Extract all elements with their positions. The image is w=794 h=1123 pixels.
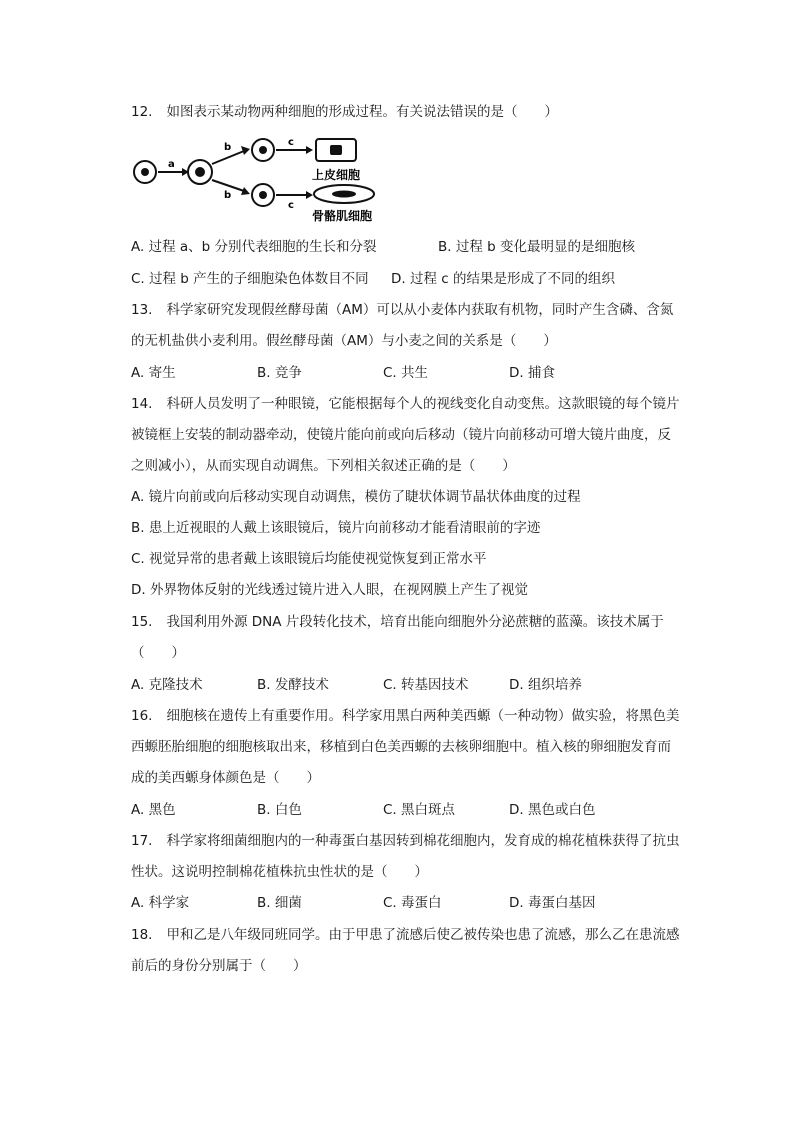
skeletal-muscle-cell-icon bbox=[314, 185, 374, 203]
question-18-number: 18. bbox=[131, 927, 153, 943]
question-13-stem-line2: 的无机盐供小麦利用。假丝酵母菌（AM）与小麦之间的关系是（ ） bbox=[131, 333, 557, 349]
grown-cell-icon bbox=[188, 160, 212, 184]
cell-formation-diagram bbox=[128, 134, 388, 230]
question-12-stem bbox=[131, 102, 711, 122]
question-16-stem-line2: 西螈胚胎细胞的细胞核取出来，移植到白色美西螈的去核卵细胞中。植入核的卵细胞发育而 bbox=[131, 739, 671, 755]
label-b-upper: b bbox=[224, 142, 232, 153]
question-12-option-c[interactable]: C. 过程 b 产生的子细胞染色体数目不同 bbox=[131, 271, 369, 287]
epithelial-cell-icon bbox=[316, 139, 356, 161]
lower-daughter-cell-icon bbox=[252, 184, 274, 206]
question-14-stem-line1 bbox=[131, 394, 711, 414]
label-a: a bbox=[168, 159, 175, 170]
question-15-stem-line2: （ ） bbox=[131, 645, 185, 661]
question-17-option-d[interactable]: D. 毒蛋白基因 bbox=[509, 895, 596, 911]
label-b-lower: b bbox=[224, 190, 232, 201]
question-16-stem-line1 bbox=[131, 706, 711, 726]
question-13-option-c[interactable]: C. 共生 bbox=[383, 365, 429, 381]
upper-daughter-cell-icon bbox=[252, 139, 274, 161]
question-14-text-line1: 科研人员发明了一种眼镜，它能根据每个人的视线变化自动变焦。这款眼镜的每个镜片 bbox=[166, 396, 680, 412]
question-12-option-a[interactable]: A. 过程 a、b 分别代表细胞的生长和分裂 bbox=[131, 239, 377, 255]
question-15-option-a[interactable]: A. 克隆技术 bbox=[131, 677, 203, 693]
question-18-stem-line1 bbox=[131, 925, 711, 945]
label-c-upper: c bbox=[288, 137, 294, 148]
question-17-stem-line2: 性状。这说明控制棉花植株抗虫性状的是（ ） bbox=[131, 864, 428, 880]
question-12-option-d[interactable]: D. 过程 c 的结果是形成了不同的组织 bbox=[391, 271, 615, 287]
label-c-lower: c bbox=[288, 200, 294, 211]
question-13-option-d[interactable]: D. 捕食 bbox=[509, 365, 555, 381]
question-12-option-b[interactable]: B. 过程 b 变化最明显的是细胞核 bbox=[438, 239, 635, 255]
question-16-option-b[interactable]: B. 白色 bbox=[257, 802, 302, 818]
question-15-option-c[interactable]: C. 转基因技术 bbox=[383, 677, 469, 693]
question-16-option-a[interactable]: A. 黑色 bbox=[131, 802, 176, 818]
question-15-option-d[interactable]: D. 组织培养 bbox=[509, 677, 582, 693]
skeletal-muscle-cell-label: 骨骼肌细胞 bbox=[312, 209, 373, 223]
question-16-number: 16. bbox=[131, 708, 153, 724]
question-13-option-b[interactable]: B. 竞争 bbox=[257, 365, 302, 381]
question-17-option-c[interactable]: C. 毒蛋白 bbox=[383, 895, 442, 911]
question-17-stem-line1 bbox=[131, 831, 711, 851]
question-16-option-c[interactable]: C. 黑白斑点 bbox=[383, 802, 456, 818]
question-17-option-b[interactable]: B. 细菌 bbox=[257, 895, 302, 911]
question-18-stem-line2: 前后的身份分别属于（ ） bbox=[131, 958, 307, 974]
question-14-stem-line2: 被镜框上安装的制动器牵动，使镜片能向前或向后移动（镜片向前移动可增大镜片曲度，反 bbox=[131, 427, 671, 443]
question-12-text: 如图表示某动物两种细胞的形成过程。有关说法错误的是（ ） bbox=[166, 104, 558, 120]
question-13-number: 13. bbox=[131, 302, 153, 318]
question-14-option-b[interactable]: B. 患上近视眼的人戴上该眼镜后，镜片向前移动才能看清眼前的字迹 bbox=[131, 520, 541, 536]
question-16-option-d[interactable]: D. 黑色或白色 bbox=[509, 802, 596, 818]
question-16-stem-line3: 成的美西螈身体颜色是（ ） bbox=[131, 770, 320, 786]
epithelial-cell-label: 上皮细胞 bbox=[312, 168, 361, 182]
original-cell-icon bbox=[134, 161, 156, 183]
question-16-text-line1: 细胞核在遗传上有重要作用。科学家用黑白两种美西螈（一种动物）做实验，将黑色美 bbox=[166, 708, 680, 724]
question-17-text-line1: 科学家将细菌细胞内的一种毒蛋白基因转到棉花细胞内，发育成的棉花植株获得了抗虫 bbox=[166, 833, 680, 849]
question-13-stem-line1 bbox=[131, 300, 711, 320]
question-15-option-b[interactable]: B. 发酵技术 bbox=[257, 677, 329, 693]
question-15-text-line1: 我国利用外源 DNA 片段转化技术，培育出能向细胞外分泌蔗糖的蓝藻。该技术属于 bbox=[166, 614, 664, 630]
question-18-text-line1: 甲和乙是八年级同班同学。由于甲患了流感后使乙被传染也患了流感，那么乙在患流感 bbox=[166, 927, 680, 943]
question-15-number: 15. bbox=[131, 614, 153, 630]
question-17-option-a[interactable]: A. 科学家 bbox=[131, 895, 190, 911]
question-14-option-c[interactable]: C. 视觉异常的患者戴上该眼镜后均能使视觉恢复到正常水平 bbox=[131, 551, 487, 567]
arrow-c-upper-icon bbox=[276, 146, 313, 154]
question-14-stem-line3: 之则减小），从而实现自动调焦。下列相关叙述正确的是（ ） bbox=[131, 458, 516, 474]
question-13-text-line1: 科学家研究发现假丝酵母菌（AM）可以从小麦体内获取有机物，同时产生含磷、含氮 bbox=[166, 302, 674, 318]
question-15-stem-line1 bbox=[131, 612, 711, 632]
question-12-number: 12. bbox=[131, 104, 153, 120]
question-13-option-a[interactable]: A. 寄生 bbox=[131, 365, 176, 381]
question-14-number: 14. bbox=[131, 396, 153, 412]
question-17-number: 17. bbox=[131, 833, 153, 849]
question-14-option-a[interactable]: A. 镜片向前或向后移动实现自动调焦，模仿了睫状体调节晶状体曲度的过程 bbox=[131, 489, 581, 505]
question-14-option-d[interactable]: D. 外界物体反射的光线透过镜片进入人眼，在视网膜上产生了视觉 bbox=[131, 582, 528, 598]
arrow-c-lower-icon bbox=[276, 191, 313, 199]
